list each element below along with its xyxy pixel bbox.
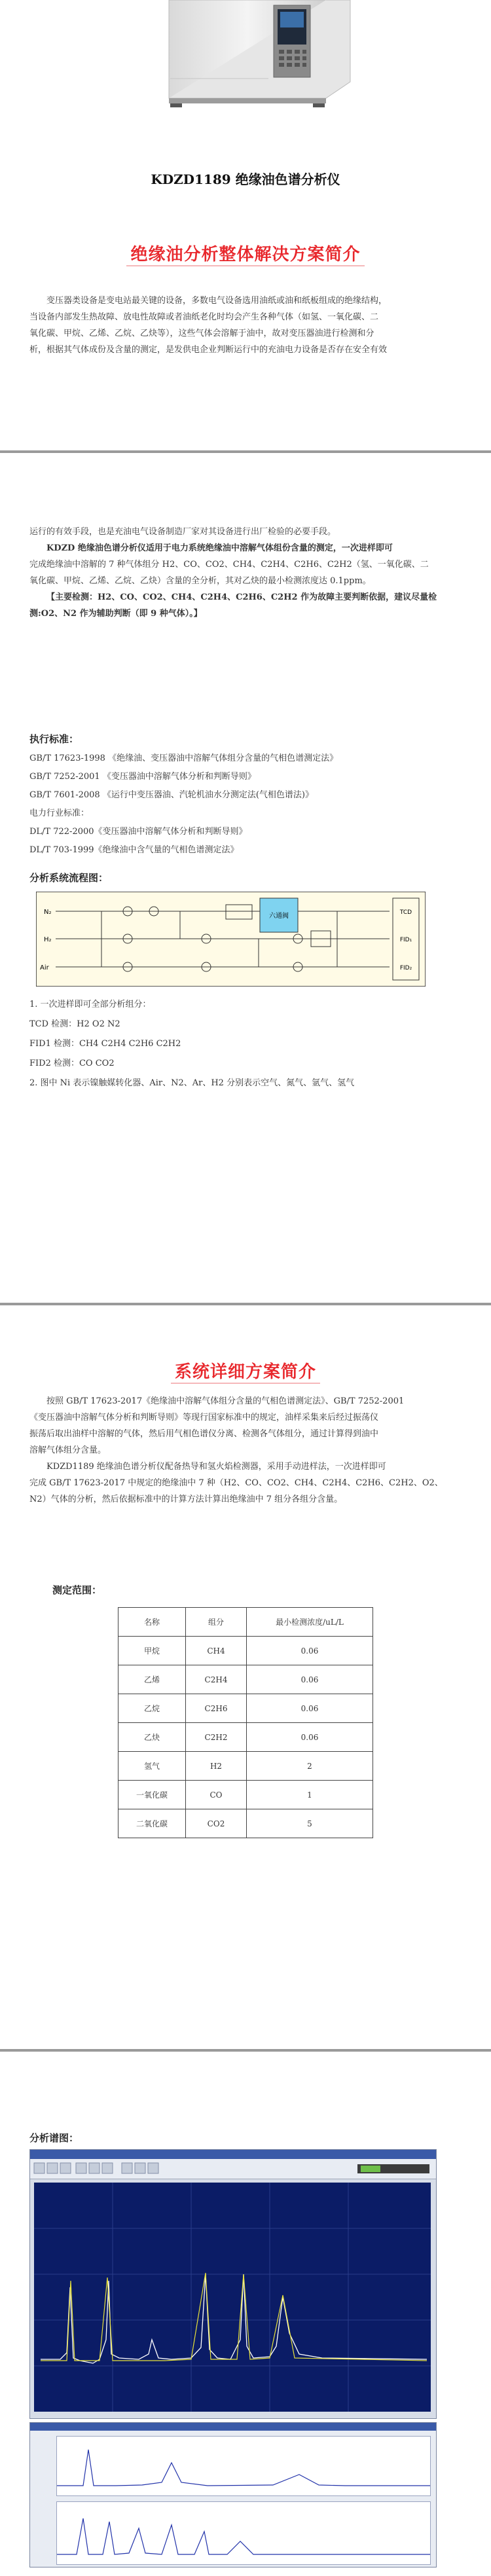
intro-line: 析，根据其气体成份及含量的测定，是发供电企业判断运行中的充油电力设备是否存在安全有效 (29, 345, 388, 355)
cell-name: 一氧化碳 (118, 1781, 186, 1809)
table-row (118, 1665, 373, 1694)
window-titlebar (30, 2150, 436, 2159)
standards-heading: 执行标准： (29, 733, 79, 745)
flow-notes (29, 995, 468, 1093)
fid1-label: FID₁ (399, 937, 412, 943)
cell-component: CH4 (186, 1637, 247, 1665)
flow-note: FID2 检测：CO CO2 (29, 1059, 115, 1068)
trace-svg-bottom (57, 2502, 430, 2564)
flow-diagram-svg (36, 892, 426, 987)
window-toolbar (30, 2159, 436, 2179)
standard-item: DL/T 703-1999《绝缘油中含气量的气相色谱测定法》 (29, 845, 239, 855)
intro-line: 变压器类设备是变电站最关键的设备，多数电气设备选用油纸或油和纸板组成的绝缘结构， (46, 296, 388, 306)
product-title-wrap (0, 169, 491, 188)
table-row (118, 1809, 373, 1838)
cell-value: 0.06 (247, 1637, 373, 1665)
section1-continuation (29, 524, 468, 622)
section-divider (0, 450, 491, 453)
instrument-illustration (0, 0, 491, 121)
section1-intro (29, 293, 468, 358)
range-heading: 测定范围： (52, 1584, 102, 1596)
flow-note: 1. 一次进样即可全部分析组分： (29, 1000, 151, 1009)
cell-component: CO (186, 1781, 247, 1809)
section2-line: 溶解气体组分含量。 (29, 1445, 107, 1455)
section1-title-wrap (0, 241, 491, 266)
cont-line: 【主要检测：H2、CO、CO2、CH4、C2H4、C2H6、C2H2 作为故障主要判断依据，建议尽量检 (46, 592, 437, 602)
cell-value: 0.06 (247, 1723, 373, 1752)
cont-line: KDZD 绝缘油色谱分析仪适用于电力系统绝缘油中溶解气体组份含量的测定，一次进样即可 (46, 543, 393, 553)
cell-name: 二氧化碳 (118, 1809, 186, 1838)
section2-line: 《变压器油中溶解气体分析和判断导则》等现行国家标准中的规定，油样采集来后经过振荡仪 (29, 1413, 379, 1423)
cont-line: 运行的有效手段，也是充油电气设备制造厂家对其设备进行出厂检验的必要手段。 (29, 527, 336, 537)
gas-h2-label: H₂ (44, 936, 52, 943)
chromatogram-plot (34, 2183, 431, 2412)
toolbar-icons (30, 2159, 436, 2179)
standard-item: 电力行业标准： (29, 808, 90, 818)
cell-name: 氢气 (118, 1752, 186, 1781)
cell-value: 1 (247, 1781, 373, 1809)
flow-note: 2. 图中 Ni 表示镍触媒转化器、Air、N2、Ar、H2 分别表示空气、氮气、氩气、氢气 (29, 1078, 355, 1088)
header-name: 名称 (118, 1608, 186, 1637)
cell-name: 乙烯 (118, 1665, 186, 1694)
flow-diagram (36, 892, 426, 987)
fid2-label: FID₂ (399, 965, 412, 971)
header-min-conc: 最小检测浓度/uL/L (247, 1608, 373, 1637)
cont-line: 测:O2、N2 作为辅助判断（即 9 种气体）。】 (29, 609, 202, 619)
standards-block (29, 732, 468, 860)
chromatogram-window-2 (29, 2422, 437, 2567)
flow-note: FID1 检测：CH4 C2H4 C2H6 C2H2 (29, 1039, 181, 1049)
tcd-label: TCD (399, 909, 412, 916)
intro-line: 氧化碳、甲烷、乙烯、乙烷、乙炔等），这些气体会溶解于油中，故对变压器油进行检测和分 (29, 329, 374, 338)
cont-line: 氧化碳、甲烷、乙烯、乙烷、乙炔）含量的全分析，其对乙炔的最小检测浓度达 0.1ppm。 (29, 576, 371, 586)
table-row (118, 1723, 373, 1752)
standard-item: GB/T 7252-2001 《变压器油中溶解气体分析和判断导则》 (29, 772, 256, 782)
trace-panel-top (56, 2436, 431, 2496)
table-row (118, 1781, 373, 1809)
standard-item: DL/T 722-2000《变压器油中溶解气体分析和判断导则》 (29, 827, 247, 837)
cell-component: CO2 (186, 1809, 247, 1838)
section2-line: 按照 GB/T 17623-2017《绝缘油中溶解气体组分含量的气相色谱测定法》、GB/T 7252-2001 (46, 1396, 405, 1406)
cell-component: H2 (186, 1752, 247, 1781)
table-row (118, 1694, 373, 1723)
header-component: 组分 (186, 1608, 247, 1637)
table-header-row (118, 1608, 373, 1637)
section2-line: KDZD1189 绝缘油色谱分析仪配备热导和氢火焰检测器，采用手动进样法，一次进样即可 (46, 1462, 386, 1472)
cell-name: 乙烷 (118, 1694, 186, 1723)
window-titlebar (30, 2423, 436, 2431)
gas-n2-label: N₂ (44, 909, 52, 916)
table-row (118, 1752, 373, 1781)
cell-component: C2H4 (186, 1665, 247, 1694)
standard-item: GB/T 7601-2008 《运行中变压器油、汽轮机油水分测定法(气相色谱法)》 (29, 790, 314, 800)
section2-body (29, 1393, 468, 1508)
trace-panel-bottom (56, 2501, 431, 2565)
cell-name: 甲烷 (118, 1637, 186, 1665)
instrument-photo (0, 0, 491, 121)
section2-line: N2）气体的分析，然后依据标准中的计算方法计算出绝缘油中 7 组分各组分含量。 (29, 1495, 343, 1504)
chromatogram-svg (34, 2183, 431, 2412)
trace-svg-top (57, 2437, 430, 2495)
product-title: KDZD1189 绝缘油色谱分析仪 (151, 172, 340, 187)
table-row (118, 1637, 373, 1665)
section-divider (0, 2049, 491, 2052)
cell-value: 0.06 (247, 1694, 373, 1723)
cell-value: 0.06 (247, 1665, 373, 1694)
standard-item: GB/T 17623-1998 《绝缘油、变压器油中溶解气体组分含量的气相色谱测定法》 (29, 753, 338, 763)
section2-title: 系统详细方案简介 (171, 1358, 320, 1384)
section2-title-wrap (0, 1358, 491, 1384)
cell-name: 乙炔 (118, 1723, 186, 1752)
section2-line: 完成 GB/T 17623-2017 中规定的绝缘油中 7 种（H2、CO、CO2、CH4、C2H4、C2H6、C2H2、O2、 (29, 1478, 443, 1488)
intro-line: 当设备内部发生热故障、放电性故障或者油纸老化时均会产生各种气体（如氢、一氧化碳、二 (29, 312, 379, 322)
range-table (118, 1607, 373, 1838)
cell-component: C2H2 (186, 1723, 247, 1752)
flow-heading: 分析系统流程图： (29, 872, 109, 884)
section1-title: 绝缘油分析整体解决方案简介 (126, 241, 364, 266)
section2-line: 振荡后取出油样中溶解的气体，然后用气相色谱仪分离、检测各气体组分，通过计算得到油中 (29, 1429, 379, 1439)
valve-label: 六通阀 (269, 913, 289, 920)
spectrum-heading: 分析谱图： (29, 2132, 79, 2144)
chromatogram-window (29, 2149, 437, 2419)
cell-value: 5 (247, 1809, 373, 1838)
flow-note: TCD 检测：H2 O2 N2 (29, 1019, 120, 1029)
cell-value: 2 (247, 1752, 373, 1781)
cell-component: C2H6 (186, 1694, 247, 1723)
gas-air-label: Air (40, 964, 49, 971)
section-divider (0, 1303, 491, 1305)
cont-line: 完成绝缘油中溶解的 7 种气体组分 H2、CO、CO2、CH4、C2H4、C2H6、C2H2（氢、一氧化碳、二 (29, 560, 429, 570)
